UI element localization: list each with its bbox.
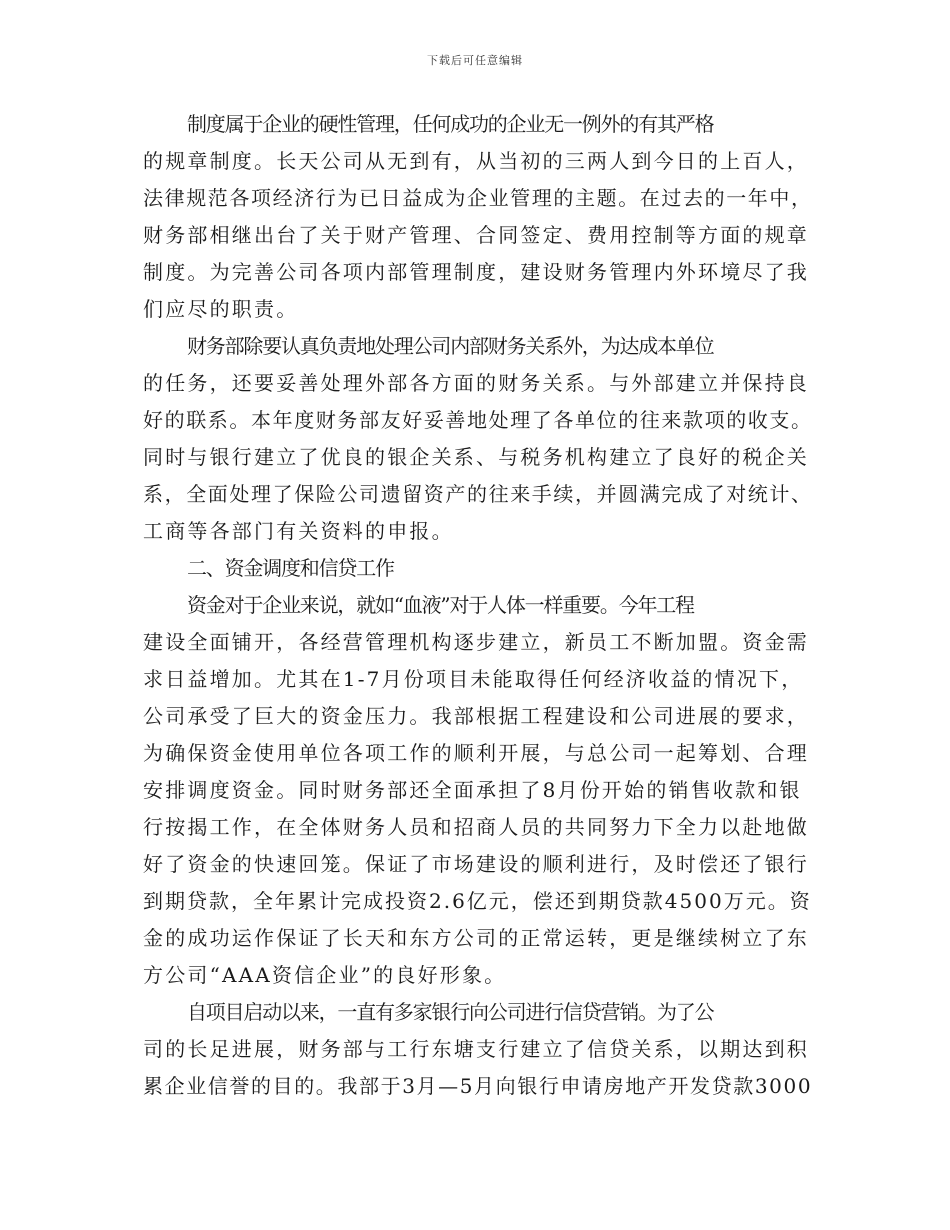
text-line: 制度。为完善公司各项内部管理制度，建设财务管理内外环境尽了我 — [143, 260, 809, 284]
text-line: 到期贷款，全年累计完成投资2.6亿元，偿还到期贷款4500万元。资 — [143, 889, 812, 913]
text-line: 司的长足进展，财务部与工行东塘支行建立了信贷关系，以期达到积 — [143, 1037, 809, 1061]
text-line: 安排调度资金。同时财务部还全面承担了8月份开始的销售收款和银 — [143, 778, 802, 802]
text-line: 财务部相继出台了关于财产管理、合同签定、费用控制等方面的规章 — [143, 223, 809, 247]
text-line: 方公司“AAA资信企业”的良好形象。 — [143, 963, 507, 987]
text-line: 们应尽的职责。 — [143, 297, 299, 321]
document-body — [143, 106, 815, 1105]
text-line: 行按揭工作，在全体财务人员和招商人员的共同努力下全力以赴地做 — [143, 815, 809, 839]
text-line: 公司承受了巨大的资金压力。我部根据工程建设和公司进展的要求， — [143, 704, 809, 728]
text-line: 好了资金的快速回笼。保证了市场建设的顺利进行，及时偿还了银行 — [143, 852, 809, 876]
text-line: 资金对于企业来说，就如“血液”对于人体一样重要。今年工程 — [187, 593, 694, 617]
text-line: 系，全面处理了保险公司遗留资产的往来手续，并圆满完成了对统计、 — [143, 482, 813, 506]
text-line: 二、资金调度和信贷工作 — [187, 556, 394, 580]
text-line: 好的联系。本年度财务部友好妥善地处理了各单位的往来款项的收支。 — [143, 408, 813, 432]
text-line: 的规章制度。长天公司从无到有，从当初的三两人到今日的上百人， — [143, 149, 809, 173]
text-line: 财务部除要认真负责地处理公司内部财务关系外，为达成本单位 — [187, 334, 714, 358]
text-line: 求日益增加。尤其在1-7月份项目未能取得任何经济收益的情况下， — [143, 667, 804, 691]
text-line: 累企业信誉的目的。我部于3月—5月向银行申请房地产开发贷款3000 — [143, 1074, 813, 1098]
text-line: 同时与银行建立了优良的银企关系、与税务机构建立了良好的税企关 — [143, 445, 809, 469]
text-line: 制度属于企业的硬性管理，任何成功的企业无一例外的有其严格 — [187, 112, 714, 136]
text-line: 法律规范各项经济行为已日益成为企业管理的主题。在过去的一年中， — [143, 186, 813, 210]
text-line: 为确保资金使用单位各项工作的顺利开展，与总公司一起筹划、合理 — [143, 741, 809, 765]
text-line: 工商等各部门有关资料的申报。 — [143, 519, 454, 543]
text-line: 金的成功运作保证了长天和东方公司的正常运转，更是继续树立了东 — [143, 926, 809, 950]
page-header: 下载后可任意编辑 — [427, 54, 523, 67]
text-line: 自项目启动以来，一直有多家银行向公司进行信贷营销。为了公 — [187, 1000, 714, 1024]
text-line: 的任务，还要妥善处理外部各方面的财务关系。与外部建立并保持良 — [143, 371, 809, 395]
text-line: 建设全面铺开，各经营管理机构逐步建立，新员工不断加盟。资金需 — [143, 630, 809, 654]
